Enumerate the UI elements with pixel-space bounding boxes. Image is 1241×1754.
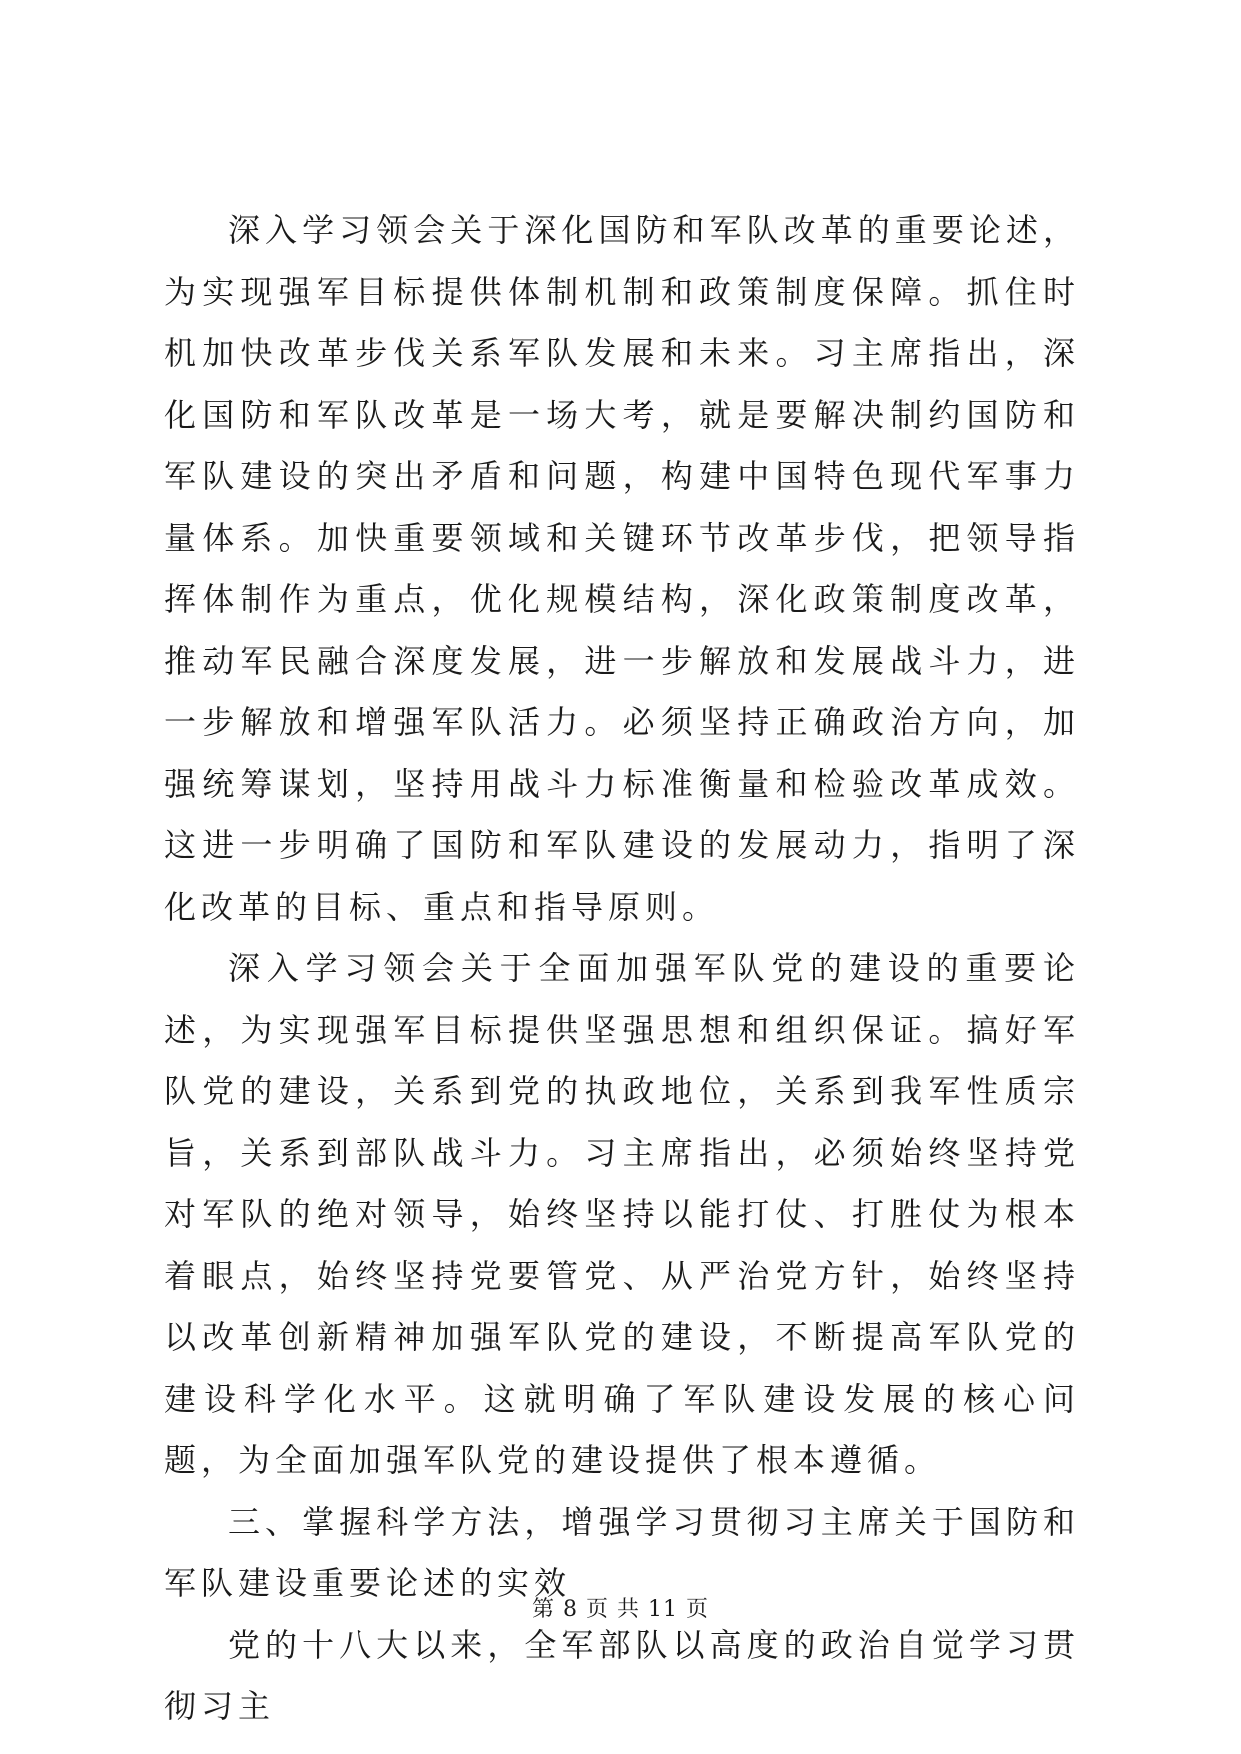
paragraph-since-18th-congress: 党的十八大以来，全军部队以高度的政治自觉学习贯彻习主: [164, 1625, 1080, 1725]
document-body: [164, 200, 1080, 1738]
paragraph-party-building: 深入学习领会关于全面加强军队党的建设的重要论述，为实现强军目标提供坚强思想和组织保证。搞好军队党的建设，关系到党的执政地位，关系到我军性质宗旨，关系到部队战斗力。习主席指出，必须始终坚持党对军队的绝对领导，始终坚持以能打仗、打胜仗为根本着眼点，始终坚持党要管党、从严治党方针，始终坚持以改革创新精神加强军队党的建设，不断提高军队党的建设科学化水平。这就明确了军队建设发展的核心问题，为全面加强军队党的建设提供了根本遵循。: [164, 949, 1080, 1479]
paragraph-reform: 深入学习领会关于深化国防和军队改革的重要论述，为实现强军目标提供体制机制和政策制度保障。抓住时机加快改革步伐关系军队发展和未来。习主席指出，深化国防和军队改革是一场大考，就是要解决制约国防和军队建设的突出矛盾和问题，构建中国特色现代军事力量体系。加快重要领域和关键环节改革步伐，把领导指挥体制作为重点，优化规模结构，深化政策制度改革，推动军民融合深度发展，进一步解放和发展战斗力，进一步解放和增强军队活力。必须坚持正确政治方向，加强统筹谋划，坚持用战斗力标准衡量和检验改革成效。这进一步明确了国防和军队建设的发展动力，指明了深化改革的目标、重点和指导原则。: [164, 211, 1080, 926]
page-number-footer: 第 8 页 共 11 页: [532, 1597, 709, 1622]
section-heading-3: 三、掌握科学方法，增强学习贯彻习主席关于国防和军队建设重要论述的实效: [164, 1502, 1080, 1602]
